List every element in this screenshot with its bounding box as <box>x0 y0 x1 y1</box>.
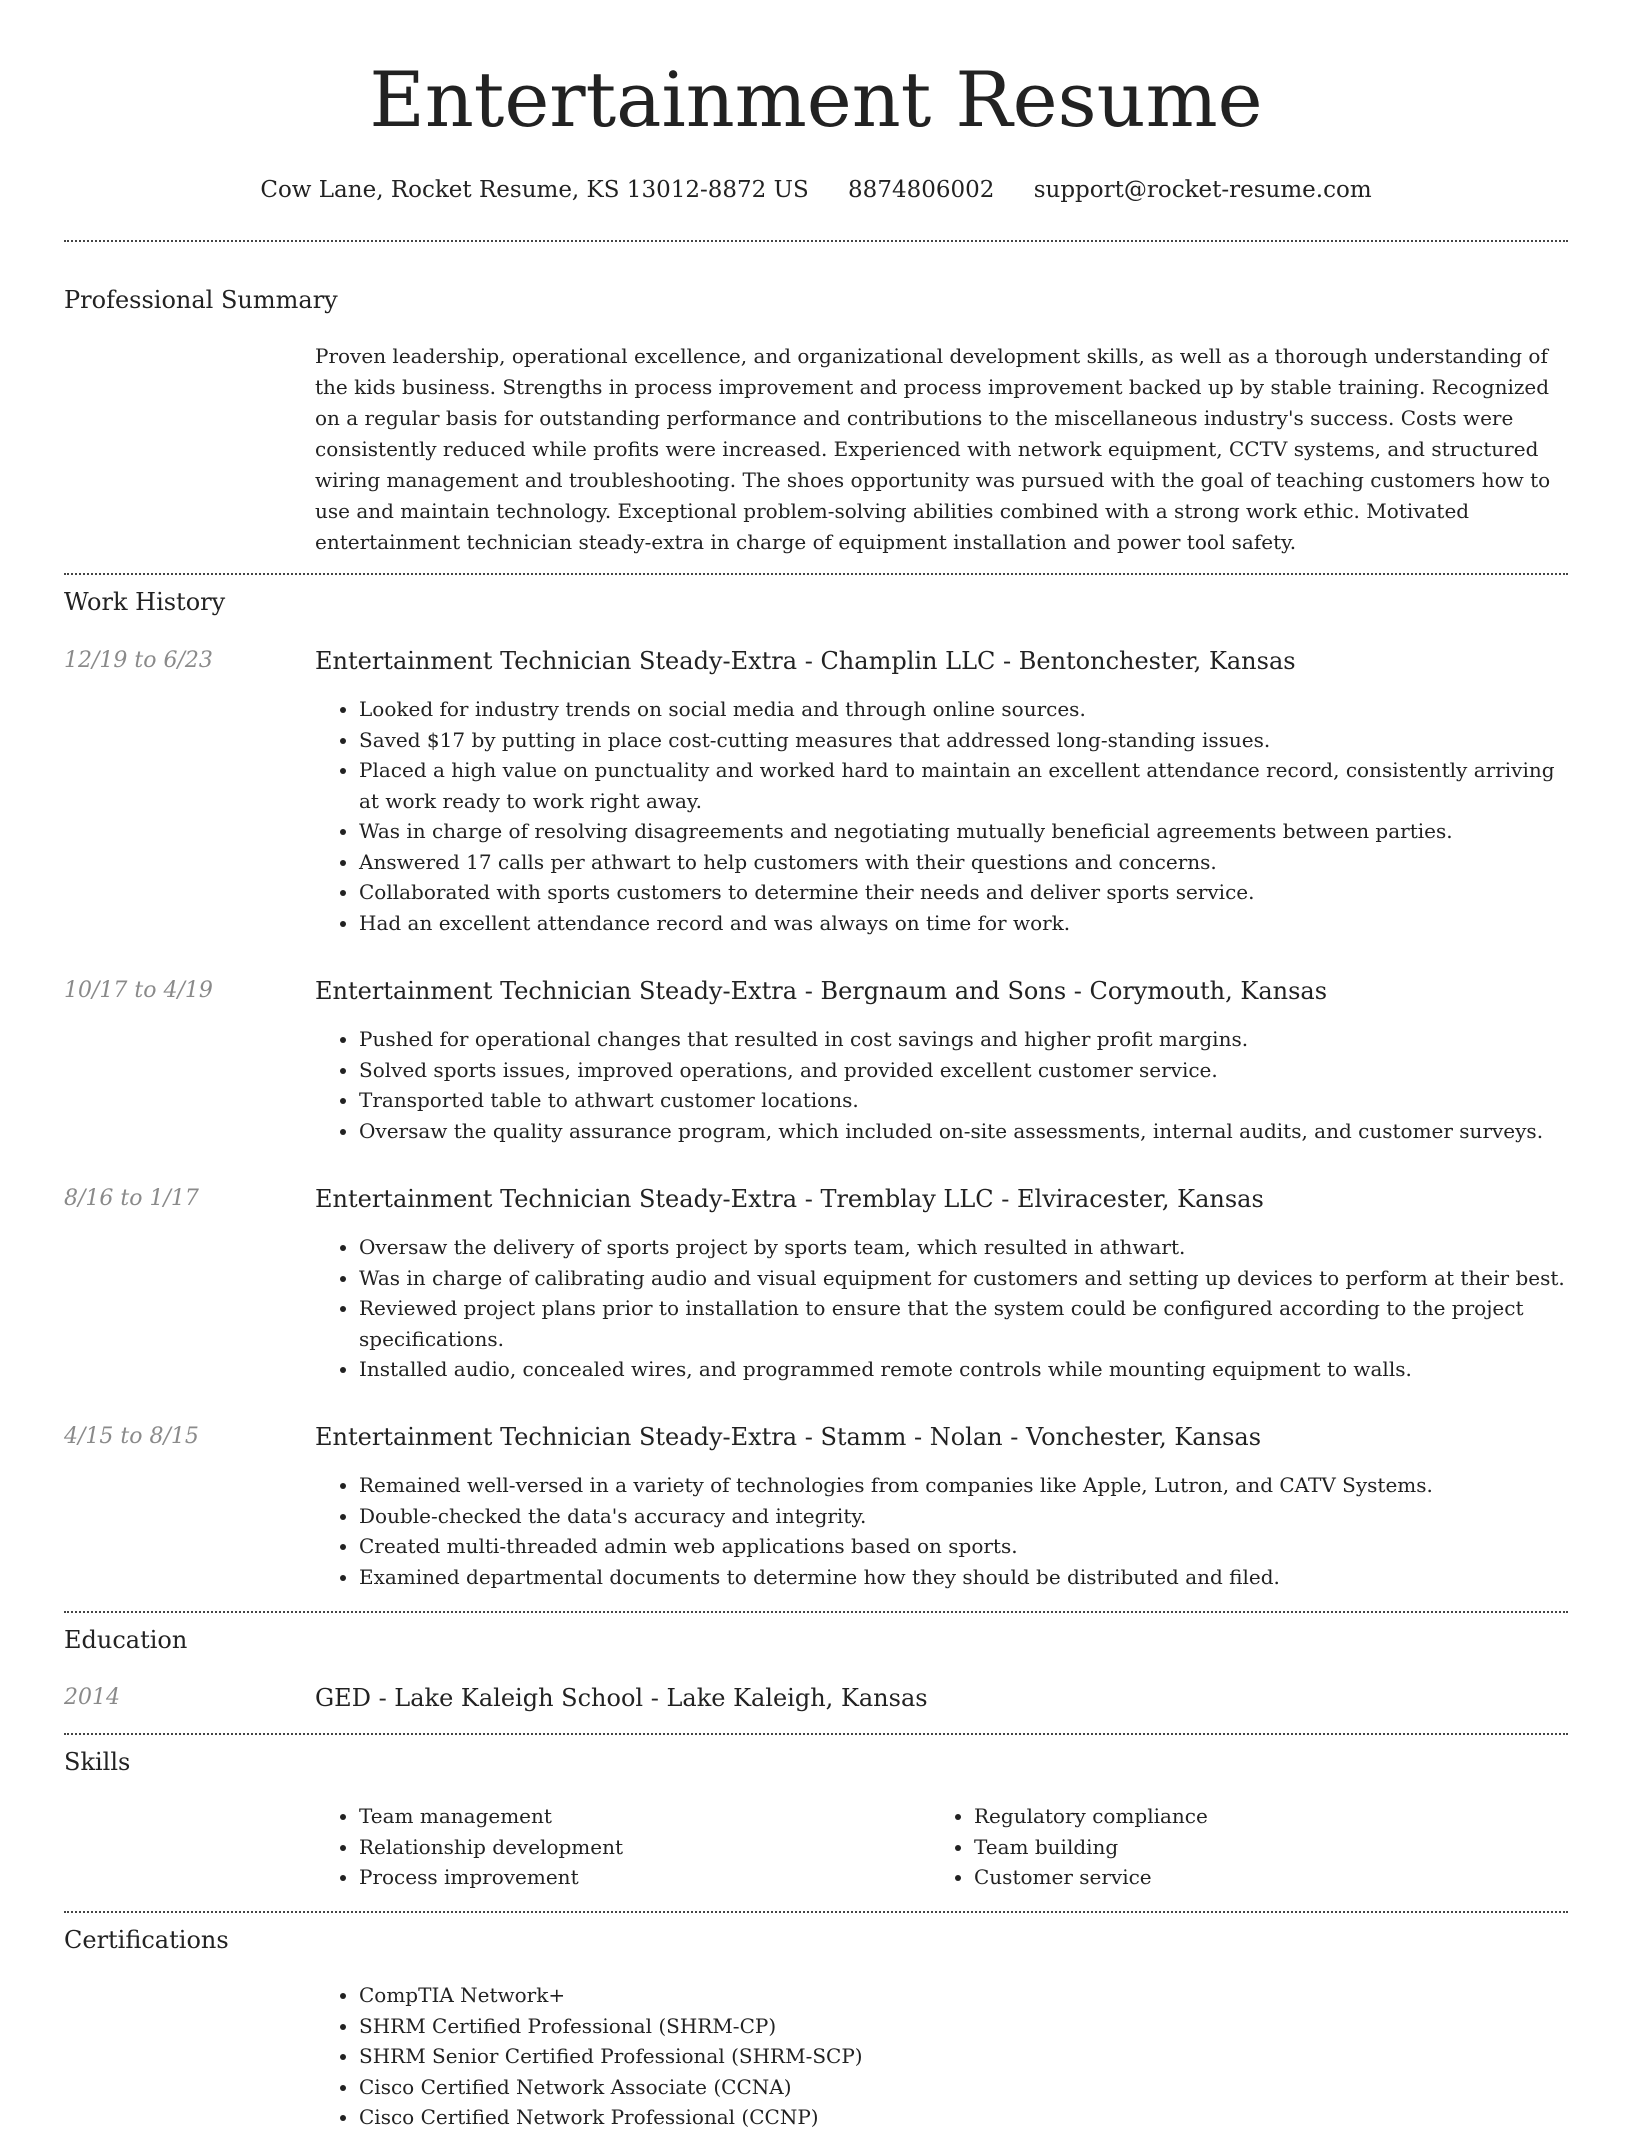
section-title-skills: Skills <box>64 1748 131 1776</box>
contact-line <box>0 170 1632 210</box>
job-dates: 4/15 to 8/15 <box>64 1424 199 1449</box>
job-title: Entertainment Technician Steady-Extra - Tremblay LLC - Elviracester, Kansas <box>315 1185 1264 1213</box>
job-bullet: • Oversaw the delivery of sports project by sports team, which resulted in athwart. <box>359 1232 1565 1263</box>
job-bullet: • Was in charge of resolving disagreements and negotiating mutually beneficial agreements between parties. <box>359 816 1565 847</box>
contact-address: Cow Lane, Rocket Resume, KS 13012-8872 US <box>260 177 809 203</box>
job-bullet: • Examined departmental documents to determine how they should be distributed and filed. <box>359 1562 1565 1593</box>
resume-name: Entertainment Resume <box>369 55 1263 144</box>
skill-item: • Team management <box>359 1801 623 1832</box>
skill-item: • Process improvement <box>359 1862 623 1893</box>
job-bullet: • Saved $17 by putting in place cost-cutting measures that addressed long-standing issues. <box>359 725 1565 756</box>
skill-item: • Regulatory compliance <box>974 1801 1208 1832</box>
job-dates: 8/16 to 1/17 <box>64 1186 199 1211</box>
job-bullet: • Installed audio, concealed wires, and programmed remote controls while mounting equipment to walls. <box>359 1354 1565 1385</box>
job-dates: 10/17 to 4/19 <box>64 978 213 1003</box>
job-bullet: • Double-checked the data's accuracy and integrity. <box>359 1501 1565 1532</box>
education-title: GED - Lake Kaleigh School - Lake Kaleigh, Kansas <box>315 1684 928 1712</box>
job-bullets <box>315 1024 1565 1146</box>
certification-item: • Cisco Certified Network Associate (CCNA) <box>359 2072 1565 2103</box>
divider <box>64 1733 1568 1735</box>
job-bullet: • Reviewed project plans prior to installation to ensure that the system could be configured according to the project specifications. <box>359 1293 1565 1354</box>
job-bullet: • Created multi-threaded admin web applications based on sports. <box>359 1531 1565 1562</box>
job-bullet: • Collaborated with sports customers to determine their needs and deliver sports service. <box>359 877 1565 908</box>
job-dates: 12/19 to 6/23 <box>64 648 213 673</box>
job-title: Entertainment Technician Steady-Extra - Bergnaum and Sons - Corymouth, Kansas <box>315 977 1328 1005</box>
job-bullet: • Was in charge of calibrating audio and visual equipment for customers and setting up devices to perform at their best. <box>359 1263 1565 1294</box>
skills-list-right <box>930 1801 1208 1893</box>
job-bullet: • Transported table to athwart customer locations. <box>359 1085 1565 1116</box>
certification-item: • CompTIA Network+ <box>359 1980 1565 2011</box>
skills-list-left <box>315 1801 623 1893</box>
skill-item: • Relationship development <box>359 1832 623 1863</box>
job-bullets <box>315 1470 1565 1592</box>
contact-email: support@rocket-resume.com <box>1033 177 1372 203</box>
certifications-list <box>315 1980 1565 2133</box>
job-bullet: • Answered 17 calls per athwart to help customers with their questions and concerns. <box>359 847 1565 878</box>
job-bullet: • Had an excellent attendance record and was always on time for work. <box>359 908 1565 939</box>
job-bullet: • Looked for industry trends on social media and through online sources. <box>359 694 1565 725</box>
skill-item: • Team building <box>974 1832 1208 1863</box>
certification-item: • SHRM Senior Certified Professional (SHRM-SCP) <box>359 2041 1565 2072</box>
contact-phone: 8874806002 <box>848 177 995 203</box>
job-bullet: • Oversaw the quality assurance program, which included on-site assessments, internal audits, and customer surveys. <box>359 1116 1565 1147</box>
job-bullet: • Pushed for operational changes that resulted in cost savings and higher profit margins. <box>359 1024 1565 1055</box>
job-bullet: • Remained well-versed in a variety of technologies from companies like Apple, Lutron, and CATV Systems. <box>359 1470 1565 1501</box>
section-title-certifications: Certifications <box>64 1926 229 1954</box>
job-title: Entertainment Technician Steady-Extra - Stamm - Nolan - Vonchester, Kansas <box>315 1423 1262 1451</box>
section-title-summary: Professional Summary <box>64 286 338 314</box>
divider <box>64 1911 1568 1913</box>
job-title: Entertainment Technician Steady-Extra - Champlin LLC - Bentonchester, Kansas <box>315 647 1296 675</box>
job-bullet: • Placed a high value on punctuality and worked hard to maintain an excellent attendance record, consistently arriving at work ready to work right away. <box>359 755 1565 816</box>
divider <box>64 573 1568 575</box>
certification-item: • Cisco Certified Network Professional (CCNP) <box>359 2102 1565 2133</box>
section-title-work: Work History <box>64 588 226 616</box>
skill-item: • Customer service <box>974 1862 1208 1893</box>
divider <box>64 240 1568 242</box>
divider <box>64 1611 1568 1613</box>
section-title-education: Education <box>64 1626 188 1654</box>
job-bullets <box>315 1232 1565 1385</box>
job-bullets <box>315 694 1565 938</box>
summary-text: Proven leadership, operational excellence, and organizational development skills, as well as a thorough understanding of the kids business. Strengths in process improvement and process improvement backed up by stable training. Recognized on a regular basis for outstanding performance and contributions to the miscellaneous industry's success. Costs were consistently reduced while profits were increased. Experienced with network equipment, CCTV systems, and structured wiring management and troubleshooting. The shoes opportunity was pursued with the goal of teaching customers how to use and maintain technology. Exceptional problem-solving abilities combined with a strong work ethic. Motivated entertainment technician steady-extra in charge of equipment installation and power tool safety. <box>315 344 1551 554</box>
education-year: 2014 <box>64 1685 120 1710</box>
job-bullet: • Solved sports issues, improved operations, and provided excellent customer service. <box>359 1055 1565 1086</box>
certification-item: • SHRM Certified Professional (SHRM-CP) <box>359 2011 1565 2042</box>
